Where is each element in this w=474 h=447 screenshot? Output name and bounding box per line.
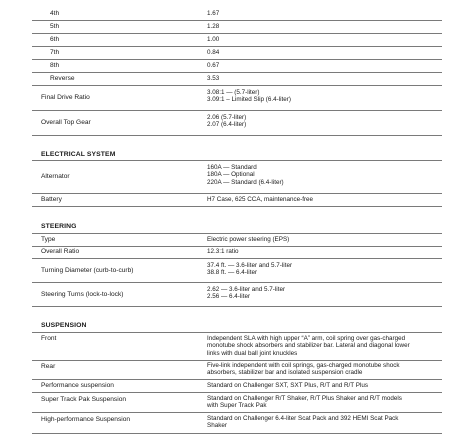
spec-value: 1.67 bbox=[207, 10, 220, 17]
spec-row-battery bbox=[32, 193, 442, 207]
spec-row-super-track-pak bbox=[32, 393, 442, 413]
value-line: 3.09:1 – Limited Slip (6.4-liter) bbox=[207, 96, 291, 104]
spec-label: Overall Ratio bbox=[41, 248, 80, 255]
spec-value: H7 Case, 625 CCA, maintenance-free bbox=[207, 196, 314, 203]
spec-label: 7th bbox=[50, 49, 60, 56]
spec-label: 8th bbox=[50, 62, 60, 69]
value-line: 3.08:1 — (5.7-liter) bbox=[207, 89, 260, 96]
spec-value: 0.67 bbox=[207, 62, 220, 69]
spec-row-steering-type bbox=[32, 233, 442, 247]
spec-value: 12.3:1 ratio bbox=[207, 248, 239, 255]
spec-row-4th bbox=[32, 8, 442, 21]
spec-row-5th bbox=[32, 21, 442, 34]
spec-row-turning-diameter bbox=[32, 259, 442, 283]
value-line: 160A — Standard bbox=[207, 164, 257, 171]
spec-value: 1.28 bbox=[207, 23, 220, 30]
spec-label: Turning Diameter (curb-to-curb) bbox=[41, 267, 134, 274]
spec-value bbox=[207, 415, 439, 430]
value-line: 2.06 (5.7-liter) bbox=[207, 114, 247, 121]
spec-row-steering-turns bbox=[32, 283, 442, 307]
spec-value bbox=[207, 286, 439, 301]
spec-label: High-performance Suspension bbox=[41, 416, 131, 423]
value-line: 2.56 — 6.4-liter bbox=[207, 293, 251, 301]
spec-value: 1.00 bbox=[207, 36, 220, 43]
spec-row-high-performance-suspension bbox=[32, 413, 442, 434]
spec-label: Reverse bbox=[50, 75, 75, 82]
spec-row-rear bbox=[32, 360, 442, 380]
spec-row-overall-ratio bbox=[32, 246, 442, 259]
value-line: Independent SLA with high upper “A” arm, coil spring over gas-charged bbox=[207, 335, 406, 342]
value-line: 38.8 ft. — 6.4-liter bbox=[207, 269, 258, 277]
spec-label: Performance suspension bbox=[41, 382, 114, 389]
spec-value bbox=[207, 362, 439, 377]
spec-row-final-drive bbox=[32, 86, 442, 111]
value-line: 180A — Optional bbox=[207, 171, 255, 179]
spec-label: Super Track Pak Suspension bbox=[41, 396, 127, 403]
value-line: Standard on Challenger 6.4-liter Scat Pack and 392 HEMI Scat Pack bbox=[207, 415, 399, 422]
value-line: links with dual ball joint knuckles bbox=[207, 349, 298, 357]
spec-row-8th bbox=[32, 60, 442, 73]
spec-label: 5th bbox=[50, 23, 60, 30]
spec-value bbox=[207, 89, 439, 104]
value-line: 37.4 ft. — 3.6-liter and 5.7-liter bbox=[207, 262, 293, 269]
value-line: 220A — Standard (6.4-liter) bbox=[207, 178, 284, 186]
value-line: 2.62 — 3.6-liter and 5.7-liter bbox=[207, 286, 286, 293]
section-heading-steering: STEERING bbox=[41, 223, 77, 230]
spec-label: Rear bbox=[41, 363, 56, 370]
spec-value: Standard on Challenger SXT, SXT Plus, R/T and R/T Plus bbox=[207, 382, 369, 389]
section-heading-electrical: ELECTRICAL SYSTEM bbox=[41, 151, 116, 158]
section-heading-suspension: SUSPENSION bbox=[41, 322, 87, 329]
spec-label: Steering Turns (lock-to-lock) bbox=[41, 291, 124, 298]
spec-value bbox=[207, 395, 439, 410]
spec-label: 6th bbox=[50, 36, 60, 43]
value-line: Five-link independent with coil springs, gas-charged monotube shock bbox=[207, 362, 400, 369]
value-line: Shaker bbox=[207, 422, 227, 430]
spec-row-alternator bbox=[32, 160, 442, 194]
spec-row-front bbox=[32, 332, 442, 361]
value-line: absorbers, stabilizer bar and isolated suspension cradle bbox=[207, 369, 363, 377]
spec-row-overall-top-gear bbox=[32, 111, 442, 136]
spec-label: Overall Top Gear bbox=[41, 119, 91, 126]
spec-row-performance-suspension bbox=[32, 380, 442, 393]
spec-value bbox=[207, 164, 439, 186]
spec-label: Battery bbox=[41, 196, 62, 203]
value-line: 2.07 (6.4-liter) bbox=[207, 121, 247, 129]
spec-value bbox=[207, 114, 439, 129]
spec-label: Type bbox=[41, 236, 56, 243]
value-line: with Super Track Pak bbox=[207, 402, 267, 410]
spec-row-6th bbox=[32, 34, 442, 47]
spec-value bbox=[207, 335, 439, 357]
spec-label: Front bbox=[41, 335, 57, 342]
spec-value: Electric power steering (EPS) bbox=[207, 236, 290, 243]
spec-row-7th bbox=[32, 47, 442, 60]
spec-label: 4th bbox=[50, 10, 60, 17]
spec-label: Final Drive Ratio bbox=[41, 94, 90, 101]
spec-value bbox=[207, 262, 439, 277]
spec-value: 0.84 bbox=[207, 49, 220, 56]
value-line: monotube shock absorbers and stabilizer bar. Lateral and diagonal lower bbox=[207, 342, 410, 350]
spec-value: 3.53 bbox=[207, 75, 220, 82]
spec-row-reverse bbox=[32, 73, 442, 86]
spec-label: Alternator bbox=[41, 173, 70, 180]
value-line: Standard on Challenger R/T Shaker, R/T Plus Shaker and R/T models bbox=[207, 395, 402, 402]
